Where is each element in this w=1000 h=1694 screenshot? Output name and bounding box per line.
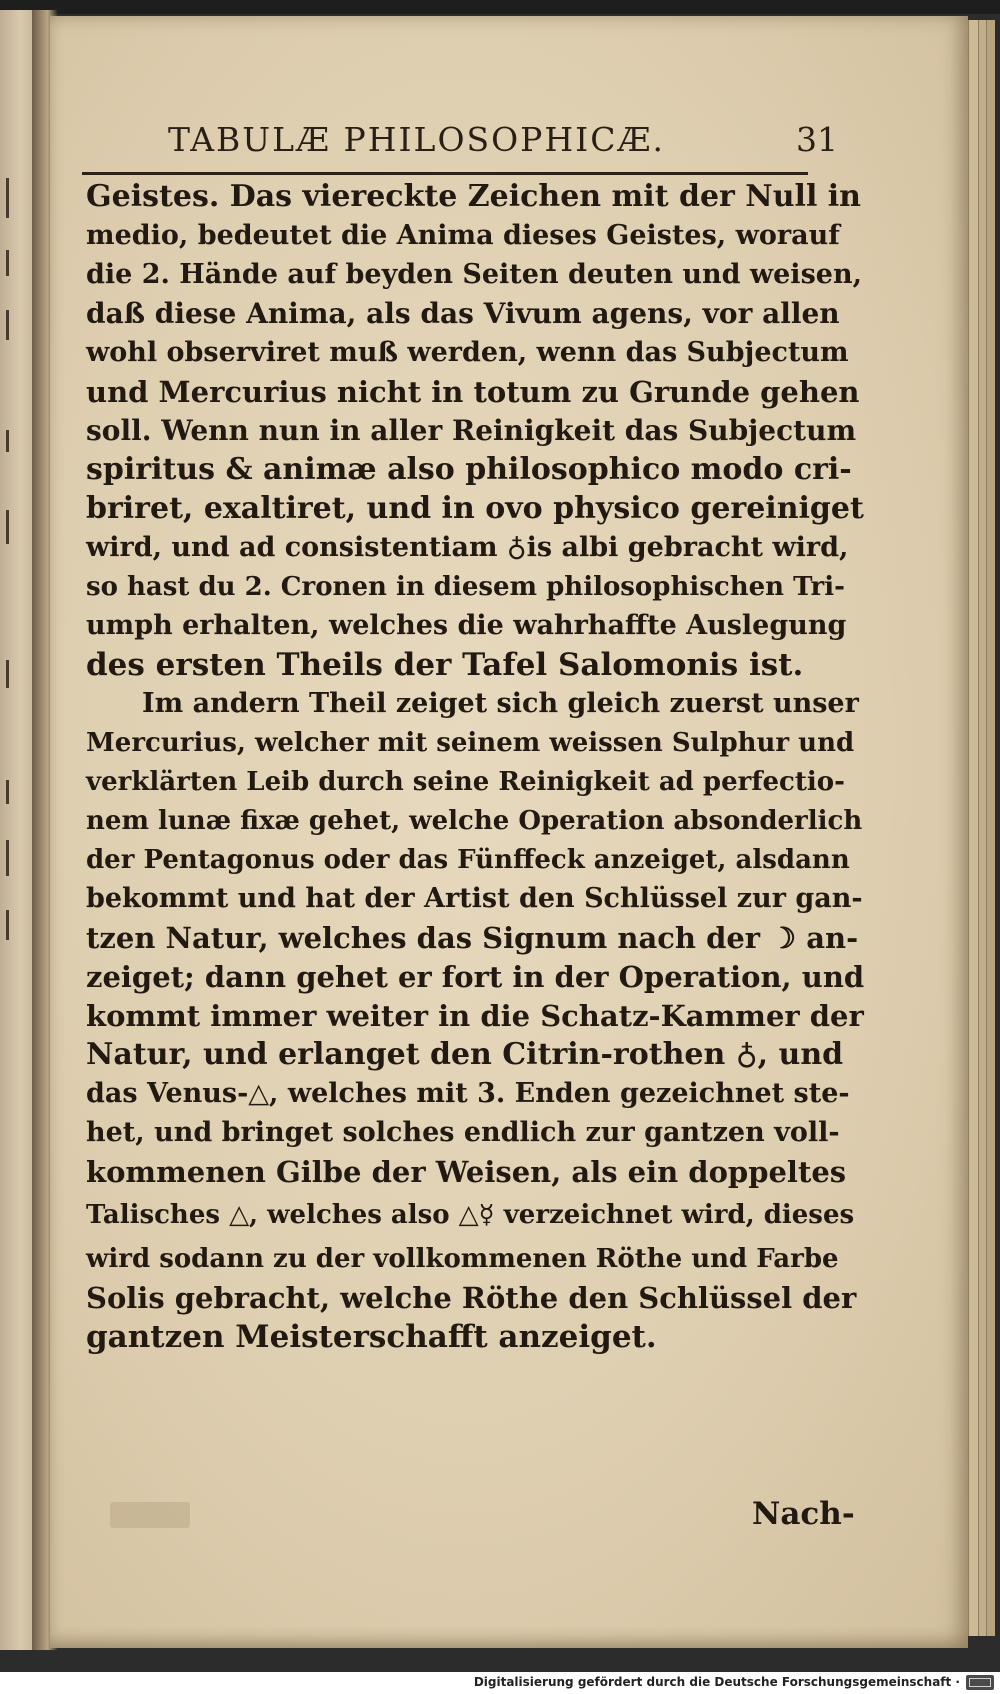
facing-page-mark	[6, 780, 9, 804]
footer-credit: Digitalisierung gefördert durch die Deutsche Forschungsgemeinschaft ·	[473, 1675, 960, 1689]
page-edge	[986, 20, 995, 1636]
digitization-footer	[0, 1672, 1000, 1694]
text-line: het, und bringet solches endlich zur gantzen voll-	[86, 1117, 840, 1148]
text-line: gantzen Meisterschafft anzeiget.	[86, 1319, 657, 1355]
faint-stamp-mark	[110, 1502, 190, 1528]
text-line: medio, bedeutet die Anima dieses Geistes, worauf	[86, 220, 840, 251]
text-line: des ersten Theils der Tafel Salomonis ist.	[86, 647, 804, 683]
text-line: zeiget; dann gehet er fort in der Operation, und	[86, 960, 865, 994]
text-line: verklärten Leib durch seine Reinigkeit ad perfectio-	[86, 767, 845, 797]
text-line: wird, und ad consistentiam ♁is albi gebracht wird,	[86, 532, 849, 563]
text-line: und Mercurius nicht in totum zu Grunde gehen	[86, 375, 860, 409]
header-rule	[82, 172, 808, 175]
facing-page-mark	[6, 840, 9, 876]
text-line: das Venus-△, welches mit 3. Enden gezeichnet ste-	[86, 1078, 850, 1109]
text-line: die 2. Hände auf beyden Seiten deuten und weisen,	[86, 259, 862, 290]
text-line: der Pentagonus oder das Fünffeck anzeiget, alsdann	[86, 845, 850, 875]
facing-page-mark	[6, 660, 9, 688]
facing-page-mark	[6, 510, 9, 544]
page-number: 31	[796, 120, 838, 159]
text-line: tzen Natur, welches das Signum nach der ☽ an-	[86, 921, 859, 955]
facing-page-mark	[6, 310, 9, 340]
text-line: Solis gebracht, welche Röthe den Schlüssel der	[86, 1281, 857, 1315]
text-line: kommenen Gilbe der Weisen, als ein doppeltes	[86, 1155, 847, 1189]
text-line: briret, exaltiret, und in ovo physico gereiniget	[86, 491, 864, 526]
scan-background	[0, 0, 1000, 14]
catchword: Nach-	[752, 1496, 855, 1532]
text-line: spiritus & animæ also philosophico modo cri-	[86, 452, 852, 487]
facing-page-mark	[6, 910, 9, 940]
dfg-logo-icon	[966, 1675, 994, 1690]
facing-page-mark	[6, 430, 9, 452]
facing-page-mark	[6, 178, 9, 218]
text-line: wohl observiret muß werden, wenn das Subjectum	[86, 337, 849, 368]
text-line: umph erhalten, welches die wahrhaffte Auslegung	[86, 610, 847, 641]
text-line: so hast du 2. Cronen in diesem philosophischen Tri-	[86, 572, 845, 602]
text-line: daß diese Anima, als das Vivum agens, vor allen	[86, 297, 840, 330]
facing-page-mark	[6, 250, 9, 276]
paragraph-start-line: Im andern Theil zeiget sich gleich zuerst unser	[142, 688, 859, 719]
text-line: wird sodann zu der vollkommenen Röthe und Farbe	[86, 1244, 839, 1274]
text-line: Natur, und erlanget den Citrin-rothen ♁, und	[86, 1037, 844, 1072]
running-title: TABULÆ PHILOSOPHICÆ.	[168, 120, 665, 159]
text-line: Geistes. Das viereckte Zeichen mit der Null in	[86, 179, 861, 214]
text-line: bekommt und hat der Artist den Schlüssel zur gan-	[86, 883, 863, 914]
book-page	[50, 16, 968, 1648]
text-line: kommt immer weiter in die Schatz-Kammer der	[86, 999, 864, 1033]
text-line: Mercurius, welcher mit seinem weissen Sulphur und	[86, 728, 855, 758]
text-line: soll. Wenn nun in aller Reinigkeit das Subjectum	[86, 414, 857, 447]
text-line: Talisches △, welches also △☿ verzeichnet wird, dieses	[86, 1200, 855, 1230]
facing-page-edge	[0, 10, 36, 1650]
text-line: nem lunæ fixæ gehet, welche Operation absonderlich	[86, 806, 863, 836]
